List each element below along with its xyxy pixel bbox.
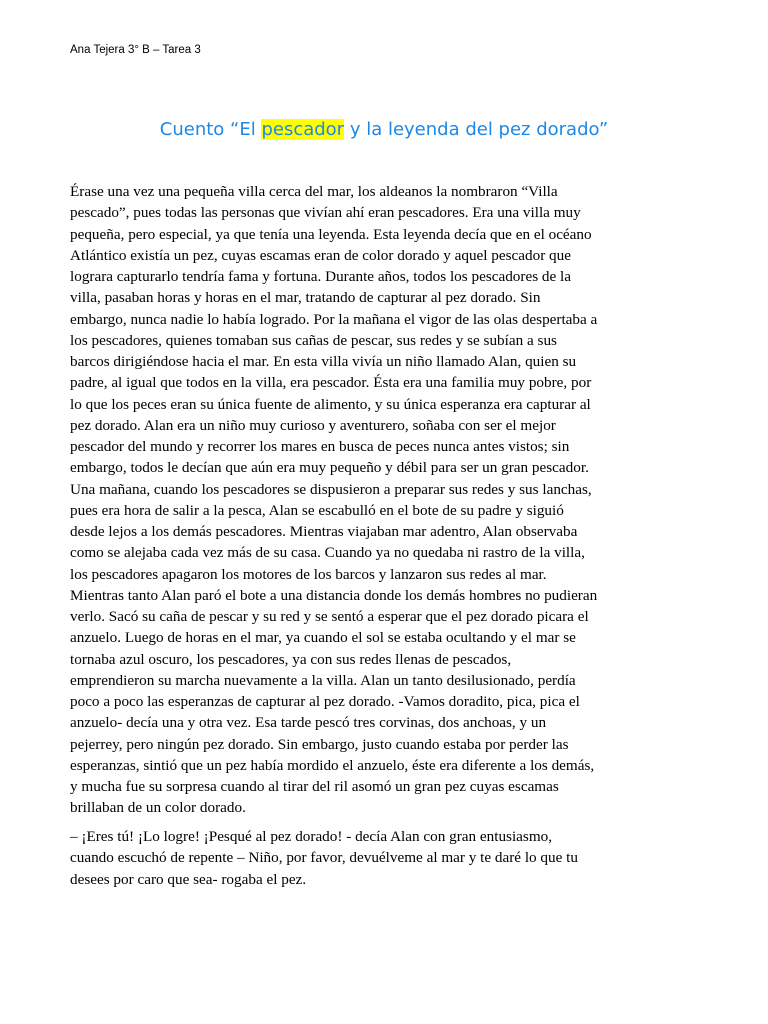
paragraph-line: pues era hora de salir a la pesca, Alan se escabulló en el bote de su padre y siguió [70,501,564,519]
paragraph-line: pez dorado. Alan era un niño muy curioso y aventurero, soñaba con ser el mejor [70,416,556,434]
story-title [70,119,698,140]
paragraph-line: esperanzas, sintió que un pez había mordido el anzuelo, éste era diferente a los demás, [70,756,595,774]
author-header: Ana Tejera 3° B – Tarea 3 [70,44,201,56]
paragraph-line: los pescadores apagaron los motores de los barcos y lanzaron sus redes al mar. [70,565,547,583]
paragraph-line: embargo, nunca nadie lo había logrado. Por la mañana el vigor de las olas despertaba a [70,310,598,328]
story-paragraph [70,181,702,819]
dialogue-line: desees por caro que sea- rogaba el pez. [70,870,307,888]
title-highlighted-word: pescador [261,119,345,140]
paragraph-line: anzuelo. Luego de horas en el mar, ya cuando el sol se estaba ocultando y el mar se [70,629,576,647]
title-prefix: Cuento “El [159,119,262,140]
dialogue-paragraph [70,826,702,890]
paragraph-line: Mientras tanto Alan paró el bote a una distancia donde los demás hombres no pudieran [70,586,598,604]
paragraph-line: Una mañana, cuando los pescadores se dispusieron a preparar sus redes y sus lanchas, [70,480,592,498]
paragraph-line: pejerrey, pero ningún pez dorado. Sin embargo, justo cuando estaba por perder las [70,735,569,753]
paragraph-line: Érase una vez una pequeña villa cerca del mar, los aldeanos la nombraron “Villa [70,183,558,200]
paragraph-line: verlo. Sacó su caña de pescar y su red y se sentó a esperar que el pez dorado picara el [70,608,589,625]
paragraph-line: tornaba azul oscuro, los pescadores, ya con sus redes llenas de pescados, [70,650,512,668]
paragraph-line: villa, pasaban horas y horas en el mar, tratando de capturar al pez dorado. Sin [70,289,541,307]
paragraph-line: anzuelo- decía una y otra vez. Esa tarde pescó tres corvinas, dos anchoas, y un [70,714,547,732]
paragraph-line: padre, al igual que todos en la villa, era pescador. Ésta era una familia muy pobre, por [70,374,592,392]
paragraph-line: poco a poco las esperanzas de capturar al pez dorado. -Vamos doradito, pica, pica el [70,693,580,710]
paragraph-line: y mucha fue su sorpresa cuando al tirar del ril asomó un gran pez cuyas escamas [70,778,559,795]
paragraph-line: Atlántico existía un pez, cuyas escamas eran de color dorado y aquel pescador que [70,246,571,264]
paragraph-line: como se alejaba cada vez más de su casa. Cuando ya no quedaba ni rastro de la villa, [70,544,585,562]
paragraph-line: pescado”, pues todas las personas que vivían ahí eran pescadores. Era una villa muy [70,204,581,222]
paragraph-line: emprendieron su marcha nuevamente a la villa. Alan un tanto desilusionado, perdía [70,671,576,689]
paragraph-line: desde lejos a los demás pescadores. Mientras viajaban mar adentro, Alan observaba [70,523,578,540]
paragraph-line: embargo, todos le decían que aún era muy pequeño y débil para ser un gran pescador. [70,459,589,477]
paragraph-line: los pescadores, quienes tomaban sus cañas de pescar, sus redes y se subían a sus [70,331,557,349]
paragraph-line: pescador del mundo y recorrer los mares en busca de peces nunca antes vistos; sin [70,438,570,455]
paragraph-line: lo que los peces eran su única fuente de alimento, y su única esperanza era capturar al [70,395,591,413]
dialogue-line: cuando escuchó de repente – Niño, por favor, devuélveme al mar y te daré lo que tu [70,849,578,867]
paragraph-line: lograra capturarlo tendría fama y fortuna. Durante años, todos los pescadores de la [70,268,571,285]
title-suffix: y la leyenda del pez dorado” [344,119,609,140]
dialogue-line: – ¡Eres tú! ¡Lo logre! ¡Pesqué al pez dorado! - decía Alan con gran entusiasmo, [70,828,553,845]
paragraph-line: barcos dirigiéndose hacia el mar. En esta villa vivía un niño llamado Alan, quien su [70,353,577,370]
paragraph-line: pequeña, pero especial, ya que tenía una leyenda. Esta leyenda decía que en el océano [70,225,592,243]
paragraph-line: brillaban de un color dorado. [70,799,246,817]
